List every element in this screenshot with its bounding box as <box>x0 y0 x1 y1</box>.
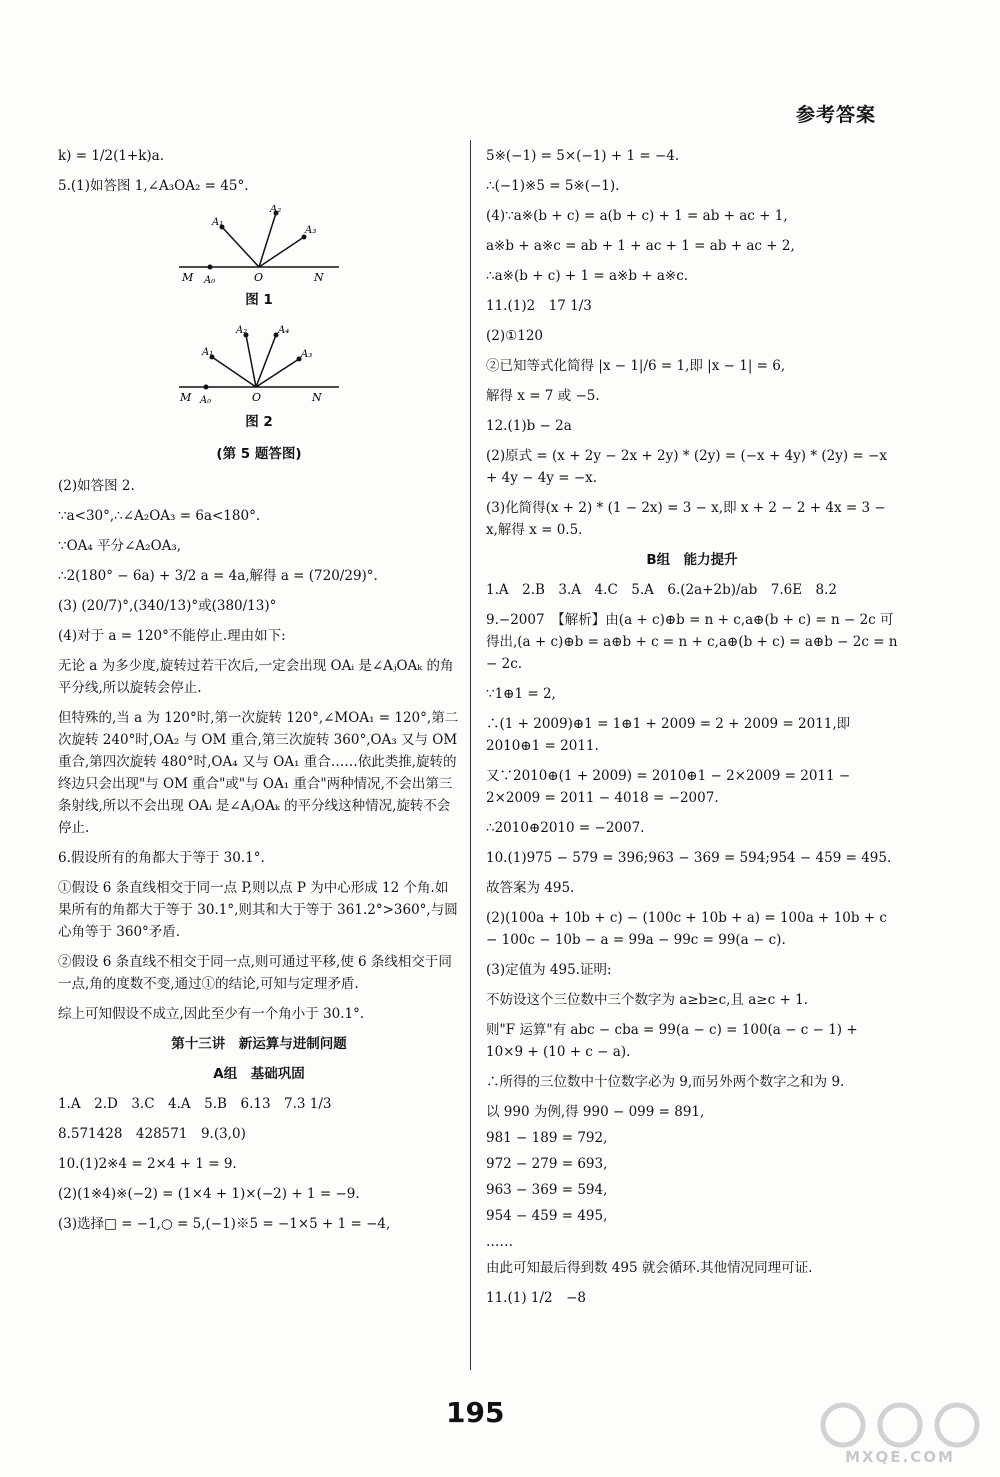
label-N: N <box>312 391 322 404</box>
answer-line: …… <box>486 1234 513 1250</box>
label-A4: A₄ <box>278 325 290 336</box>
answer-line: ∵1⊕1 = 2, <box>486 686 556 702</box>
answer-line: 972 − 279 = 693, <box>486 1156 608 1172</box>
answer-line: 1.A 2.B 3.A 4.C 5.A 6.(2a+2b)/ab 7.6E 8.2 <box>486 582 838 598</box>
answer-line: 解得 x = 7 或 −5. <box>486 388 600 404</box>
answer-line: (2)①120 <box>486 328 543 344</box>
answer-line: ②已知等式化简得 |x − 1|/6 = 1,即 |x − 1| = 6, <box>486 358 786 374</box>
group-a-title: A组 基础巩固 <box>213 1066 305 1082</box>
answer-line: 10.(1)2※4 = 2×4 + 1 = 9. <box>58 1156 237 1172</box>
answer-line: (3)选择□ = −1,○ = 5,(−1)※5 = −1×5 + 1 = −4, <box>58 1216 391 1232</box>
answer-line: ∴2010⊕2010 = −2007. <box>486 820 645 836</box>
answer-line: (3) (20/7)°,(340/13)°或(380/13)° <box>58 598 277 614</box>
page-header: 参考答案 <box>796 104 877 126</box>
label-O: O <box>254 271 264 284</box>
answer-line: 5.(1)如答图 1,∠A₃OA₂ = 45°. <box>58 178 249 194</box>
answer-line: ①假设 6 条直线相交于同一点 P,则以点 P 为中心形成 12 个角.如果所有的角都大于等于 30.1°,则其和大于等于 361.2°>360°,与圆心角等于 360°矛盾. <box>58 880 458 940</box>
answer-line: ②假设 6 条直线不相交于同一点,则可通过平移,使 6 条线相交于同一点,角的度数不变,通过①的结论,可知与定理矛盾. <box>58 954 452 992</box>
label-A1: A₁ <box>212 217 224 228</box>
label-A0: A₀ <box>204 275 216 285</box>
answer-line: 则"F 运算"有 abc − cba = 99(a − c) = 100(a − c − 1) + 10×9 + (10 + c − a). <box>486 1022 862 1060</box>
label-M: M <box>182 271 194 284</box>
label-A3: A₃ <box>305 225 317 236</box>
answer-line: a※b + a※c = ab + 1 + ac + 1 = ab + ac + 2, <box>486 238 795 254</box>
label-A2: A₂ <box>236 325 248 336</box>
label-O: O <box>252 391 262 404</box>
figure-1-caption: 图 1 <box>245 292 273 308</box>
answer-line: ∴a※(b + c) + 1 = a※b + a※c. <box>486 268 689 284</box>
answer-line: (4)对于 a = 120°不能停止.理由如下: <box>58 628 286 644</box>
watermark-text: MXQE.COM <box>845 1448 955 1466</box>
answer-line: 954 − 459 = 495, <box>486 1208 608 1224</box>
answer-line: 11.(1) 1/2 −8 <box>486 1290 587 1306</box>
answer-line: ∵OA₄ 平分∠A₂OA₃, <box>58 538 182 554</box>
section-title: 第十三讲 新运算与进制问题 <box>171 1036 347 1052</box>
label-N: N <box>314 271 324 284</box>
answer-line: ∴2(180° − 6a) + 3/2 a = 4a,解得 a = (720/29)°. <box>58 568 378 584</box>
answer-line: 无论 a 为多少度,旋转过若干次后,一定会出现 OAᵢ 是∠AⱼOAₖ 的角平分线,所以旋转会停止. <box>58 658 454 696</box>
answer-line: (3)化简得(x + 2) * (1 − 2x) = 3 − x,即 x + 2 − 2 + 4x = 3 − x,解得 x = 0.5. <box>486 500 890 538</box>
answer-line: 10.(1)975 − 579 = 396;963 − 369 = 594;954 − 459 = 495. <box>486 850 892 866</box>
answer-line: 综上可知假设不成立,因此至少有一个角小于 30.1°. <box>58 1006 365 1022</box>
answer-line: 又∵2010⊕(1 + 2009) = 2010⊕1 − 2×2009 = 2011 − 2×2009 = 2011 − 4018 = −2007. <box>486 768 855 806</box>
answer-line: 故答案为 495. <box>486 880 575 896</box>
label-M: M <box>180 391 192 404</box>
figure-2-caption: 图 2 <box>245 414 273 430</box>
answer-line: 963 − 369 = 594, <box>486 1182 608 1198</box>
answer-line: 9.−2007 【解析】由(a + c)⊕b = n + c,a⊕(b + c) = n − 2c 可得出,(a + c)⊕b = a⊕b + c = n + c,a⊕(b + c) = a⊕b − 2c = n − 2c. <box>486 612 902 672</box>
group-b-title: B组 能力提升 <box>646 552 738 568</box>
answer-line: (3)定值为 495.证明: <box>486 962 612 978</box>
answer-line: (2)(1※4)※(−2) = (1×4 + 1)×(−2) + 1 = −9. <box>58 1186 360 1202</box>
figure-2-diagram <box>174 321 344 407</box>
figure-group-caption: (第 5 题答图) <box>216 446 302 462</box>
answer-line: 6.假设所有的角都大于等于 30.1°. <box>58 850 265 866</box>
watermark <box>818 1400 982 1470</box>
right-column <box>486 145 902 1317</box>
label-A0: A₀ <box>200 395 212 406</box>
label-A1: A₁ <box>202 347 214 358</box>
answer-line: ∴(1 + 2009)⊕1 = 1⊕1 + 2009 = 2 + 2009 = 2011,即 2010⊕1 = 2011. <box>486 716 855 754</box>
answer-line: ∵a<30°,∴∠A₂OA₃ = 6a<180°. <box>58 508 261 524</box>
answer-line: 由此可知最后得到数 495 就会循环.其他情况同理可证. <box>486 1260 813 1276</box>
answer-line: k) = 1/2(1+k)a. <box>58 148 165 164</box>
label-A3: A₃ <box>301 349 313 360</box>
answer-line: 但特殊的,当 a 为 120°时,第一次旋转 120°,∠MOA₁ = 120°,第二次旋转 240°时,OA₂ 与 OM 重合,第三次旋转 360°,OA₃ 又与 OM 重合,第四次旋转 480°时,OA₄ 又与 OA₁ 重合……依此类推,旋转的终边只会出现"与 OM 重合"或"与 OA₁ 重合"两种情况,不会出第三条射线,所以不会出现 OAᵢ 是∠AⱼOAₖ 的平分线这种情况,旋转不会停止. <box>58 710 462 836</box>
answer-line: 981 − 189 = 792, <box>486 1130 608 1146</box>
answer-line: 5※(−1) = 5×(−1) + 1 = −4. <box>486 148 680 164</box>
answer-line: (4)∵a※(b + c) = a(b + c) + 1 = ab + ac + 1, <box>486 208 788 224</box>
watermark-logo-icon <box>818 1400 982 1450</box>
answer-line: 不妨设这个三位数中三个数字为 a≥b≥c,且 a≥c + 1. <box>486 992 808 1008</box>
page-number: 195 <box>446 1396 505 1429</box>
answer-line: 以 990 为例,得 990 − 099 = 891, <box>486 1104 705 1120</box>
answer-line: ∴所得的三位数中十位数字必为 9,而另外两个数字之和为 9. <box>486 1074 845 1090</box>
column-divider <box>470 140 471 1370</box>
answer-line: (2)如答图 2. <box>58 478 135 494</box>
answer-line: 11.(1)2 17 1/3 <box>486 298 592 314</box>
answer-line: (2)原式 = (x + 2y − 2x + 2y) * (2y) = (−x + 4y) * (2y) = −x + 4y − 4y = −x. <box>486 448 892 486</box>
left-column <box>58 145 460 1243</box>
answer-line: 12.(1)b − 2a <box>486 418 572 434</box>
answer-line: 1.A 2.D 3.C 4.A 5.B 6.13 7.3 1/3 <box>58 1096 332 1112</box>
figure-1-diagram <box>174 205 344 285</box>
answer-line: ∴(−1)※5 = 5※(−1). <box>486 178 620 194</box>
answer-line: 8.571428 428571 9.(3,0) <box>58 1126 246 1142</box>
answer-line: (2)(100a + 10b + c) − (100c + 10b + a) = 100a + 10b + c − 100c − 10b − a = 99a − 99c = 99(a − c). <box>486 910 892 948</box>
label-A2: A₂ <box>270 205 282 215</box>
